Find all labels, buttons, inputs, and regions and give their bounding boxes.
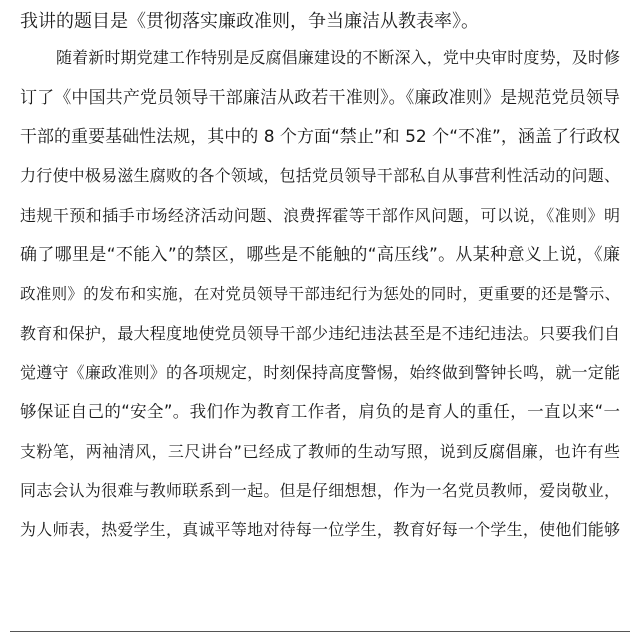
page-divider [10,631,630,632]
text-line: 违规干预和插手市场经济活动问题、浪费挥霍等干部作风问题，可以说，《准则》明 [20,206,620,225]
text-line: 我讲的题目是《贯彻落实廉政准则，争当廉洁从教表率》。 [20,11,479,32]
text-line: 政准则》的发布和实施，在对党员领导干部违纪行为惩处的同时，更重要的还是警示、 [20,285,620,303]
text-line: 随着新时期党建工作特别是反腐倡廉建设的不断深入，党中央审时度势，及时修 [56,48,620,67]
text-line: 为人师表，热爱学生，真诚平等地对待每一位学生，教育好每一个学生，使他们能够 [20,520,620,539]
text-line: 确了哪里是“不能入”的禁区，哪些是不能触的“高压线”。从某种意义上说，《廉 [20,245,620,265]
text-line: 觉遵守《廉政准则》的各项规定，时刻保持高度警惕，始终做到警钟长鸣，就一定能 [20,363,620,382]
text-line: 支粉笔，两袖清风，三尺讲台”已经成了教师的生动写照，说到反腐倡廉，也许有些 [20,442,620,461]
text-line: 够保证自己的“安全”。我们作为教育工作者，肩负的是育人的重任，一直以来“一 [20,402,620,421]
text-line: 教育和保护，最大程度地使党员领导干部少违纪违法甚至是不违纪违法。只要我们自 [20,324,620,343]
text-line: 同志会认为很难与教师联系到一起。但是仔细想想，作为一名党员教师，爱岗敬业， [20,481,620,500]
text-line: 订了《中国共产党员领导干部廉洁从政若干准则》。《廉政准则》是规范党员领导 [20,88,620,108]
text-line: 干部的重要基础性法规，其中的 8 个方面“禁止”和 52 个“不准”，涵盖了行政权 [20,127,620,147]
text-line: 力行使中极易滋生腐败的各个领域，包括党员领导干部私自从事营利性活动的问题、 [20,166,620,185]
